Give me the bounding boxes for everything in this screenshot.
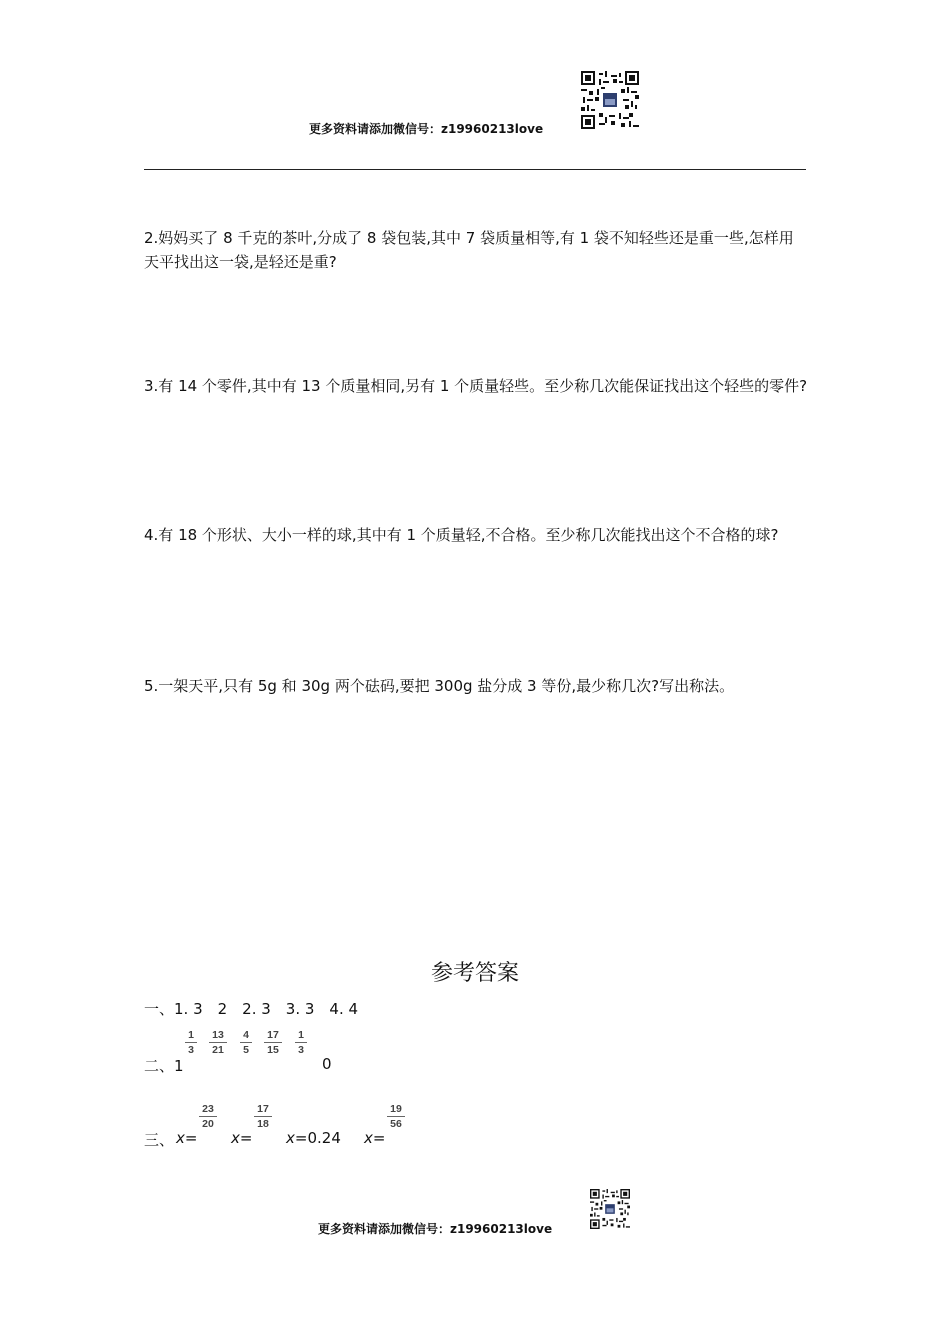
fraction-denominator: 21 — [212, 1044, 224, 1056]
answer-3-item-3 — [286, 1129, 341, 1147]
answers-title: 参考答案 — [430, 961, 519, 986]
fraction — [199, 1103, 217, 1130]
fraction-denominator: 3 — [298, 1044, 304, 1056]
fraction — [185, 1029, 197, 1056]
answer-3-item-2 — [231, 1129, 252, 1147]
footer-contact-text: 更多资料请添加微信号：z19960213love — [318, 1222, 553, 1236]
question-4: 4.有 18 个形状、大小一样的球,其中有 1 个质量轻,不合格。至少称几次能找出这个不合格的球? — [144, 526, 779, 544]
fraction — [209, 1029, 227, 1056]
answer-section-3-prefix: 三、 — [144, 1131, 175, 1149]
fraction-numerator: 23 — [202, 1103, 214, 1115]
qr-code-icon — [581, 71, 639, 129]
fraction — [240, 1029, 252, 1056]
fraction-numerator: 4 — [243, 1029, 249, 1041]
answer-section-2-prefix: 二、1 — [144, 1057, 184, 1075]
variable-x: x — [364, 1129, 373, 1147]
fraction-denominator: 56 — [390, 1118, 402, 1130]
variable-x: x — [231, 1129, 240, 1147]
answer-section-1: 一、1. 3 2 2. 3 3. 3 4. 4 — [144, 1000, 359, 1018]
header-contact-text: 更多资料请添加微信号：z19960213love — [309, 122, 544, 136]
qr-code-icon — [590, 1189, 630, 1229]
fraction-denominator: 20 — [202, 1118, 214, 1130]
fraction-numerator: 13 — [212, 1029, 224, 1041]
answer-3-item-4 — [364, 1129, 385, 1147]
fraction-numerator: 1 — [188, 1029, 194, 1041]
fraction — [254, 1103, 272, 1130]
equals-sign: = — [294, 1129, 308, 1147]
equals-sign: = — [372, 1129, 386, 1147]
answer-value: 0.24 — [307, 1129, 341, 1147]
fraction — [295, 1029, 307, 1056]
equals-sign: = — [184, 1129, 198, 1147]
question-2: 2.妈妈买了 8 千克的茶叶,分成了 8 袋包装,其中 7 袋质量相等,有 1 袋不知轻些还是重一些,怎样用天平找出这一袋,是轻还是重? — [144, 229, 794, 271]
fraction-denominator: 15 — [267, 1044, 279, 1056]
fraction-numerator: 17 — [267, 1029, 279, 1041]
header-divider — [144, 169, 806, 170]
variable-x: x — [176, 1129, 185, 1147]
answer-3-item-1 — [176, 1129, 197, 1147]
fraction-denominator: 5 — [243, 1044, 249, 1056]
fraction-denominator: 3 — [188, 1044, 194, 1056]
fraction — [264, 1029, 282, 1056]
question-3: 3.有 14 个零件,其中有 13 个质量相同,另有 1 个质量轻些。至少称几次能保证找出这个轻些的零件? — [144, 377, 808, 395]
fraction — [387, 1103, 405, 1130]
variable-x: x — [286, 1129, 295, 1147]
fraction-numerator: 19 — [390, 1103, 402, 1115]
fraction-denominator: 18 — [257, 1118, 269, 1130]
answer-section-2-last: 0 — [322, 1055, 332, 1073]
question-5: 5.一架天平,只有 5g 和 30g 两个砝码,要把 300g 盐分成 3 等份,最少称几次?写出称法。 — [144, 677, 735, 695]
equals-sign: = — [239, 1129, 253, 1147]
fraction-numerator: 1 — [298, 1029, 304, 1041]
fraction-numerator: 17 — [257, 1103, 269, 1115]
